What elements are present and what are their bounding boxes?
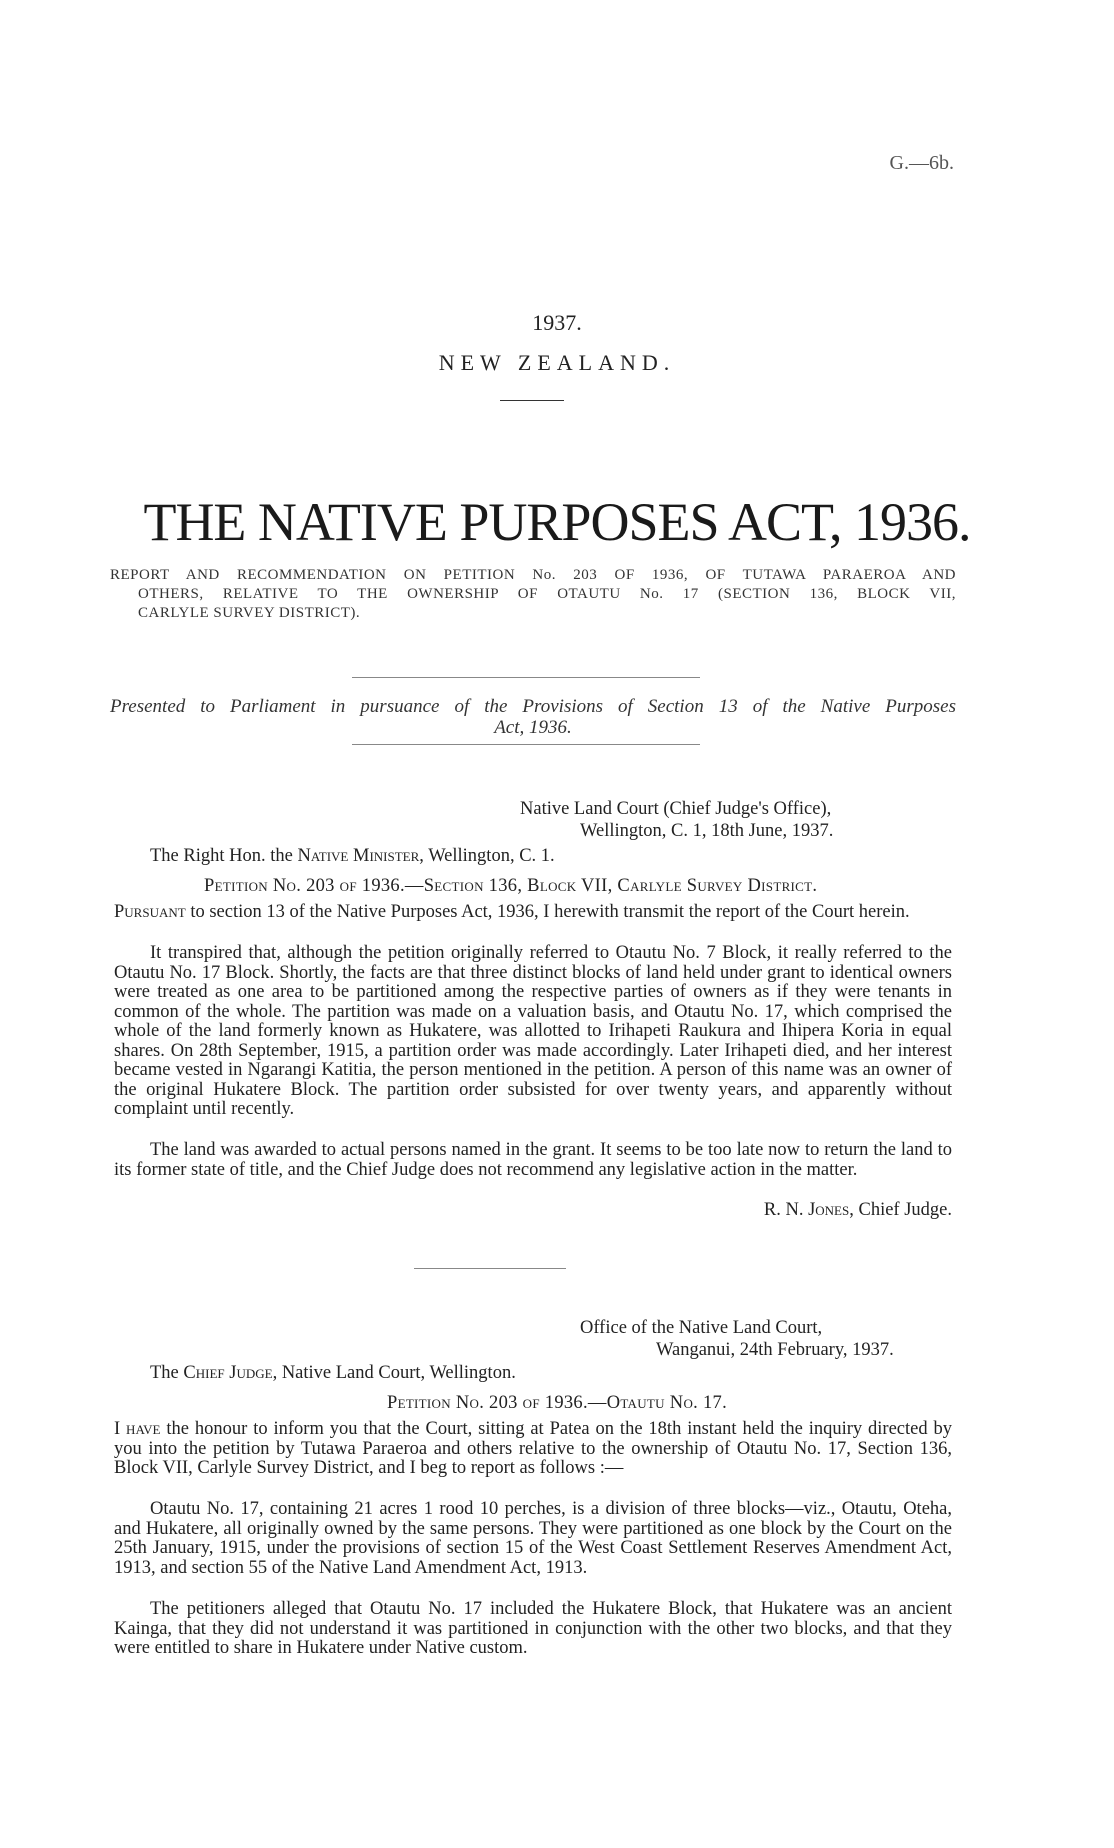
letter2-address — [580, 1317, 894, 1361]
opening-word: I have — [114, 1419, 161, 1439]
opening-word: Pursuant — [114, 902, 186, 922]
signatory-title: , Chief Judge. — [849, 1200, 952, 1220]
divider-short — [500, 400, 564, 401]
letter2-heading: Petition No. 203 of 1936.—Otautu No. 17. — [386, 1393, 728, 1413]
paragraph-text: Otautu No. 17, containing 21 acres 1 rood 10 perches, is a division of three blocks—viz., Otautu, Oteha, and Hukatere, all originally owned by the same persons. They were partitioned as one block by the Court on the 25th January, 1915, under the provisions of section 15 of the West Coast Settlement Reserves Amendment Act, 1913, and section 55 of the Native Land Amendment Act, 1913. — [114, 1499, 952, 1578]
letter1-paragraph-1 — [114, 903, 952, 923]
paragraph-text: The petitioners alleged that Otautu No. 17 included the Hukatere Block, that Hukatere was an ancient Kainga, that they did not understand it was partitioned in conjunction with the other two blocks, and that they were entitled to share in Hukatere under Native custom. — [114, 1599, 952, 1658]
divider-letters — [414, 1268, 566, 1269]
page-reference: G.—6b. — [889, 152, 954, 174]
recipient-suffix: , Wellington, C. 1. — [419, 846, 555, 866]
address-line: Office of the Native Land Court, — [580, 1318, 823, 1338]
letter2-paragraph-1 — [114, 1420, 952, 1479]
letter1-paragraph-2 — [114, 944, 952, 1120]
act-title: THE NATIVE PURPOSES ACT, 1936. — [143, 492, 971, 552]
address-line: Wellington, C. 1, 18th June, 1937. — [580, 821, 834, 841]
paragraph-text: to section 13 of the Native Purposes Act, 1936, I herewith transmit the report of the Court herein. — [185, 902, 910, 922]
letter2-paragraph-3 — [114, 1600, 952, 1659]
recipient-title: Chief Judge — [183, 1363, 273, 1383]
subtitle-line: CARLYLE SURVEY DISTRICT). — [138, 605, 361, 621]
letter2-paragraph-2 — [114, 1500, 952, 1578]
letter1-signature — [600, 1200, 952, 1221]
recipient-prefix: The — [150, 1363, 184, 1383]
divider-long — [352, 677, 700, 678]
subtitle-line: REPORT AND RECOMMENDATION ON PETITION No. 203 OF 1936, OF TUTAWA PARAEROA AND — [110, 567, 956, 583]
presented-notice — [110, 696, 956, 738]
report-subtitle — [110, 566, 956, 623]
letter2-recipient — [150, 1363, 516, 1384]
document-year: 1937. — [532, 310, 582, 335]
recipient-title: Native Minister — [297, 846, 420, 866]
paragraph-text: the honour to inform you that the Court, sitting at Patea on the 18th instant held the inquiry directed by you into the petition by Tutawa Paraeroa and others relative to the ownership of Otautu No. 17, Section 136, Block VII, Carlyle Survey District, and I beg to report as follows :— — [114, 1419, 953, 1478]
letter1-paragraph-3 — [114, 1141, 952, 1180]
address-line: Wanganui, 24th February, 1937. — [656, 1340, 894, 1360]
presented-line: Presented to Parliament in pursuance of the Provisions of Section 13 of the Native Purposes — [110, 696, 956, 717]
country-heading: NEW ZEALAND. — [438, 350, 676, 375]
paragraph-text: It transpired that, although the petition originally referred to Otautu No. 7 Block, it really referred to the Otautu No. 17 Block. Shortly, the facts are that three distinct blocks of land held under grant to identical owners were treated as one area to be partitioned among the respective parties of owners as if they were tenants in common of the whole. The partition was made on a valuation basis, and Otautu No. 17, which comprised the whole of the land formerly known as Hukatere, was allotted to Irihapeti Raukura and Ihipera Koria in equal shares. On 28th September, 1915, a partition order was made accordingly. Later Irihapeti died, and her interest became vested in Ngarangi Katitia, the person mentioned in the petition. A person of this name was an owner of the original Hukatere Block. The partition order subsisted for over twenty years, and apparently without complaint until recently. — [114, 943, 952, 1119]
recipient-prefix: The Right Hon. the — [150, 846, 298, 866]
address-line: Native Land Court (Chief Judge's Office), — [520, 799, 832, 819]
letter1-address — [520, 798, 833, 842]
paragraph-text: The land was awarded to actual persons named in the grant. It seems to be too late now to return the land to its former state of title, and the Chief Judge does not recommend any legislative action in the matter. — [114, 1140, 952, 1180]
letter1-recipient — [150, 846, 555, 867]
divider-long — [352, 744, 700, 745]
letter1-heading: Petition No. 203 of 1936.—Section 136, Block VII, Carlyle Survey District. — [204, 876, 818, 896]
signatory-name: R. N. Jones — [763, 1200, 850, 1220]
presented-line: Act, 1936. — [494, 717, 572, 738]
subtitle-line: OTHERS, RELATIVE TO THE OWNERSHIP OF OTAUTU No. 17 (SECTION 136, BLOCK VII, — [138, 586, 956, 602]
recipient-suffix: , Native Land Court, Wellington. — [272, 1363, 516, 1383]
